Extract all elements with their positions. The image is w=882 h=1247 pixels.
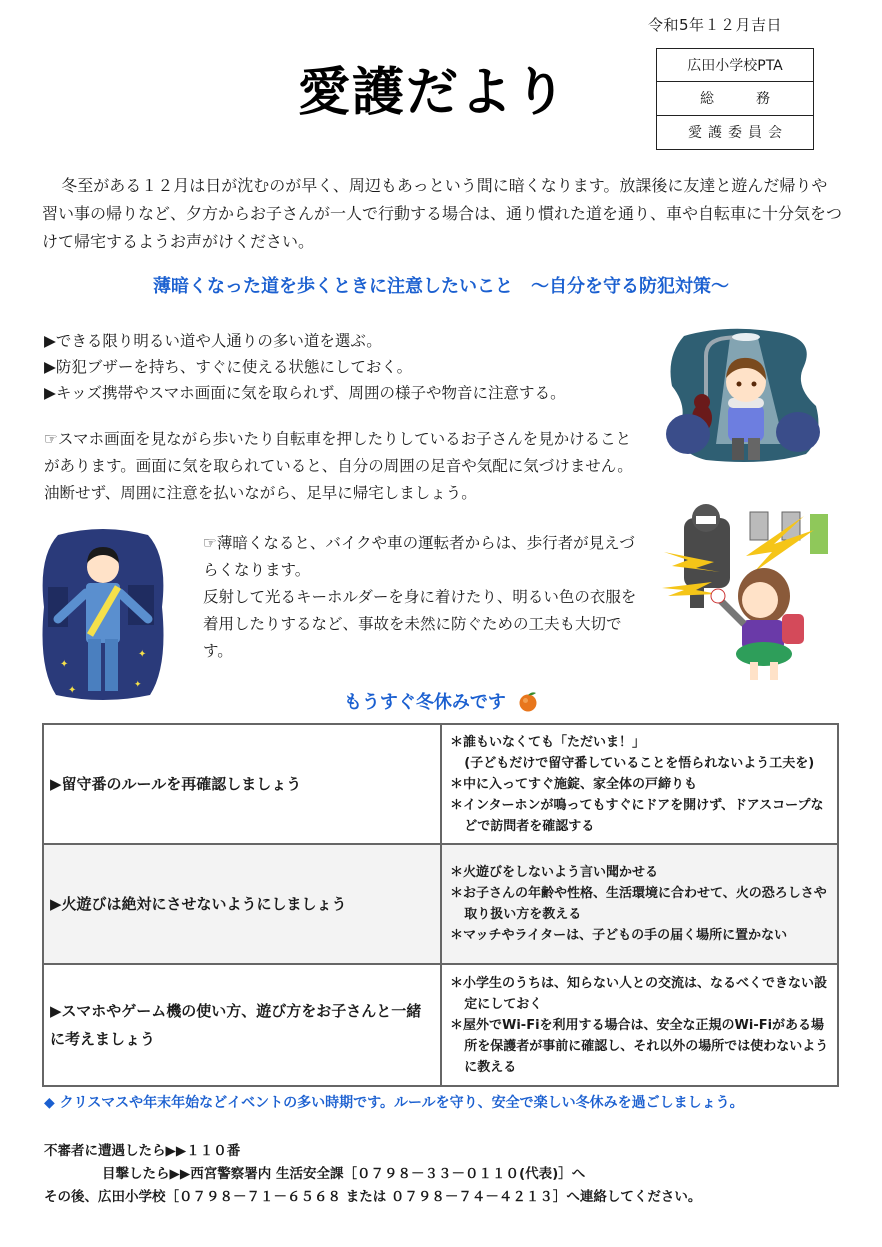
emergency-contact-info: [44, 1140, 701, 1209]
rule-details: [441, 964, 838, 1086]
svg-text:✦: ✦: [134, 680, 142, 690]
rule-details: [441, 724, 838, 844]
safety-section-heading: 薄暗くなった道を歩くときに注意したいこと ～自分を守る防犯対策～: [153, 276, 729, 297]
rule-title: ▶留守番のルールを再確認しましょう: [43, 724, 441, 844]
table-row: [43, 964, 838, 1086]
svg-text:✦: ✦: [68, 685, 77, 696]
svg-text:✦: ✦: [60, 659, 69, 670]
rule-item: ＊屋外でWi-Fiを利用する場合は、安全な正規のWi-Fiがある場所を保護者が事前に確認し、それ以外の場所では使わないように教える: [450, 1017, 829, 1075]
org-general-affairs: 総 務: [657, 82, 813, 115]
bullet-item: ▶キッズ携帯やスマホ画面に気を取られず、周囲の様子や物音に注意する。: [44, 384, 566, 402]
reflective-sash-illustration: [38, 527, 168, 702]
contact-line-school: その後、広田小学校［０７９８－７１－６５６８ または ０７９８－７４－４２１３］へ連絡してください。: [44, 1189, 702, 1205]
org-committee: 愛護委員会: [688, 125, 788, 142]
orange-icon: [518, 690, 538, 717]
safety-bullet-list: [44, 328, 644, 406]
table-row: [43, 844, 838, 964]
rule-details: [441, 844, 838, 964]
visibility-paragraph: [203, 530, 643, 665]
smartphone-warning-paragraph: ☞スマホ画面を見ながら歩いたり自転車を押したりしているお子さんを見かけることがあります。画面に気を取られていると、自分の周囲の足音や気配に気づけません。油断せず、周囲に注意を払いながら、足早に帰宅しましょう。: [44, 430, 633, 502]
bullet-item: ▶防犯ブザーを持ち、すぐに使える状態にしておく。: [44, 358, 413, 376]
holiday-notice: ◆ クリスマスや年末年始などイベントの多い時期です。ルールを守り、安全で楽しい冬休みを過ごしましょう。: [44, 1095, 744, 1111]
streetlight-child-illustration: [666, 326, 826, 466]
contact-line-station: 目撃したら▶▶西宮警察署内 生活安全課［０７９８－３３－０１１０(代表)］へ: [102, 1166, 586, 1182]
winter-heading-text: もうすぐ冬休みです: [343, 692, 506, 713]
rule-item-continuation: (子どもだけで留守番していることを悟られないよう工夫を): [464, 755, 815, 771]
crime-buzzer-illustration: [654, 496, 840, 686]
contact-line-police: 不審者に遭遇したら▶▶１１０番: [44, 1143, 241, 1159]
winter-break-heading: [0, 688, 882, 717]
rule-item: ＊マッチやライターは、子どもの手の届く場所に置かない: [450, 928, 788, 943]
rule-item: ＊火遊びをしないよう言い聞かせる: [450, 865, 659, 880]
table-row: [43, 724, 838, 844]
bullet-item: ▶できる限り明るい道や人通りの多い道を選ぶ。: [44, 332, 382, 350]
winter-rules-table: [42, 723, 839, 1087]
rule-title: ▶スマホやゲーム機の使い方、遊び方をお子さんと一緒に考えましょう: [43, 964, 441, 1086]
rule-item: [450, 732, 829, 774]
organization-box: [656, 48, 814, 150]
page-title: 愛護だより: [298, 63, 569, 123]
rule-item-text: ＊誰もいなくても「ただいま！」: [450, 734, 646, 750]
visibility-line-1: ☞薄暗くなると、バイクや車の運転者からは、歩行者が見えづらくなります。: [203, 534, 635, 579]
org-school: 広田小学校PTA: [657, 49, 813, 82]
rule-item: ＊お子さんの年齢や性格、生活環境に合わせて、火の恐ろしさや取り扱い方を教える: [450, 886, 827, 922]
intro-paragraph: 冬至がある１２月は日が沈むのが早く、周辺もあっという間に暗くなります。放課後に友達と遊んだ帰りや習い事の帰りなど、夕方からお子さんが一人で行動する場合は、通り慣れた道を通り、車や自転車に十分気をつけて帰宅するようお声がけください。: [42, 176, 843, 251]
issue-date: 令和5年１２月吉日: [648, 16, 783, 34]
rule-title: ▶火遊びは絶対にさせないようにしましょう: [43, 844, 441, 964]
rule-item: ＊インターホンが鳴ってもすぐにドアを開けず、ドアスコープなどで訪問者を確認する: [450, 797, 824, 834]
rule-item: ＊中に入ってすぐ施錠、家全体の戸締りも: [450, 776, 698, 792]
rule-item: ＊小学生のうちは、知らない人との交流は、なるべくできない設定にしておく: [450, 975, 828, 1012]
visibility-line-2: 反射して光るキーホルダーを身に着けたり、明るい色の衣服を着用したりするなど、事故を未然に防ぐための工夫も大切です。: [203, 588, 637, 660]
svg-text:✦: ✦: [138, 649, 147, 660]
